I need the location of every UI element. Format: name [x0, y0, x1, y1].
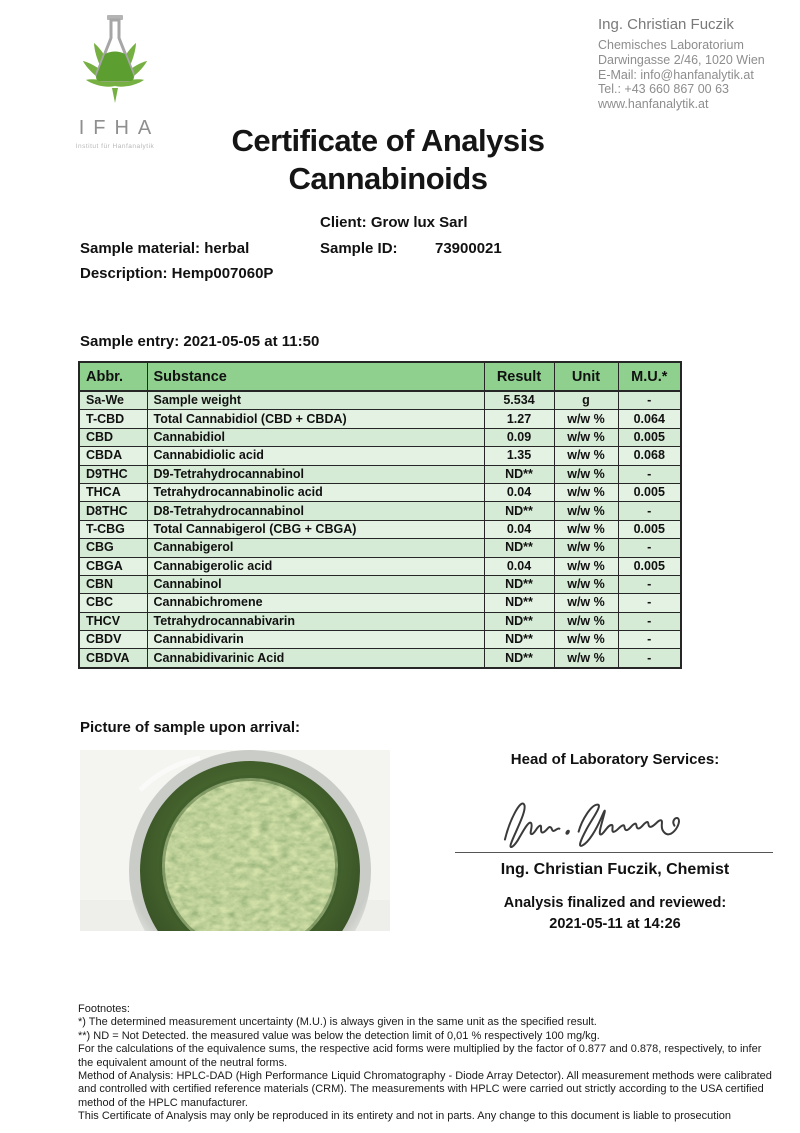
logo-subtitle: Institut für Hanfanalytik — [75, 143, 155, 150]
cell-substance: Cannabichromene — [147, 594, 484, 612]
cell-substance: Cannabidivarin — [147, 631, 484, 649]
table-row — [79, 410, 681, 428]
cell-abbr: CBD — [79, 428, 147, 446]
cell-mu: - — [618, 502, 681, 520]
table-row — [79, 447, 681, 465]
cell-unit: w/w % — [554, 447, 618, 465]
cell-unit: w/w % — [554, 539, 618, 557]
cell-unit: g — [554, 391, 618, 410]
table-row — [79, 539, 681, 557]
cell-abbr: CBGA — [79, 557, 147, 575]
cell-unit: w/w % — [554, 612, 618, 630]
sample-material-line: Sample material: herbal — [80, 240, 250, 257]
cell-mu: - — [618, 391, 681, 410]
table-row — [79, 465, 681, 483]
cell-result: 0.04 — [484, 483, 554, 501]
cell-result: ND** — [484, 465, 554, 483]
cell-abbr: CBDA — [79, 447, 147, 465]
cell-substance: Cannabidiolic acid — [147, 447, 484, 465]
table-row — [79, 483, 681, 501]
cell-unit: w/w % — [554, 594, 618, 612]
cell-abbr: D9THC — [79, 465, 147, 483]
cell-abbr: THCV — [79, 612, 147, 630]
signature-line — [455, 852, 773, 853]
footnotes-block — [78, 1003, 775, 1124]
cell-unit: w/w % — [554, 649, 618, 668]
cell-abbr: CBN — [79, 575, 147, 593]
table-row — [79, 502, 681, 520]
cell-mu: 0.064 — [618, 410, 681, 428]
cell-mu: 0.068 — [618, 447, 681, 465]
sample-id-label: Sample ID: — [320, 240, 398, 257]
cell-mu: - — [618, 649, 681, 668]
sample-picture-caption: Picture of sample upon arrival: — [80, 719, 301, 736]
cell-substance: Cannabinol — [147, 575, 484, 593]
cell-substance: Total Cannabigerol (CBG + CBGA) — [147, 520, 484, 538]
table-row — [79, 428, 681, 446]
cell-result: ND** — [484, 649, 554, 668]
cannabinoid-results-table — [78, 361, 682, 669]
contact-name: Ing. Christian Fuczik — [598, 16, 734, 33]
cell-result: ND** — [484, 631, 554, 649]
signer-name: Ing. Christian Fuczik, Chemist — [500, 861, 730, 878]
cell-abbr: T-CBG — [79, 520, 147, 538]
cell-result: 0.04 — [484, 557, 554, 575]
cell-unit: w/w % — [554, 575, 618, 593]
cell-result: 5.534 — [484, 391, 554, 410]
footnote-line: For the calculations of the equivalence sums, the respective acid forms were multiplied by the factor of 0.877 and 0.878, respectively, to infer the equivalent amount of the neutral forms. — [78, 1043, 762, 1069]
contact-line: Darwingasse 2/46, 1020 Wien — [598, 52, 765, 67]
cell-substance: Total Cannabidiol (CBD + CBDA) — [147, 410, 484, 428]
contact-line: Tel.: +43 660 867 00 63 — [598, 82, 730, 97]
logo-acronym: IFHA — [78, 117, 161, 139]
sample-photo-image — [80, 750, 390, 931]
cell-mu: 0.005 — [618, 483, 681, 501]
sample-photo — [80, 750, 390, 931]
cell-abbr: CBC — [79, 594, 147, 612]
cell-substance: D8-Tetrahydrocannabinol — [147, 502, 484, 520]
cell-substance: Sample weight — [147, 391, 484, 410]
cell-abbr: CBDV — [79, 631, 147, 649]
cell-abbr: Sa-We — [79, 391, 147, 410]
cell-abbr: CBG — [79, 539, 147, 557]
cell-mu: 0.005 — [618, 520, 681, 538]
cell-result: ND** — [484, 594, 554, 612]
cell-mu: - — [618, 631, 681, 649]
analysis-finalized-block — [455, 893, 775, 935]
cell-result: 1.35 — [484, 447, 554, 465]
cell-mu: - — [618, 575, 681, 593]
cell-mu: 0.005 — [618, 557, 681, 575]
cell-substance: Cannabigerol — [147, 539, 484, 557]
signature-heading: Head of Laboratory Services: — [510, 751, 720, 768]
cell-unit: w/w % — [554, 520, 618, 538]
cannabis-flask-logo-icon — [55, 10, 175, 110]
cell-unit: w/w % — [554, 483, 618, 501]
cell-result: ND** — [484, 575, 554, 593]
table-row — [79, 612, 681, 630]
signature-scribble — [490, 786, 730, 852]
table-row — [79, 594, 681, 612]
footnote-line: **) ND = Not Detected. the measured value was below the detection limit of 0,01 % respectively 100 mg/kg. — [78, 1029, 600, 1042]
cell-unit: w/w % — [554, 631, 618, 649]
table-row — [79, 631, 681, 649]
contact-lines — [598, 38, 793, 112]
cell-unit: w/w % — [554, 502, 618, 520]
cell-result: ND** — [484, 539, 554, 557]
title-line1: Certificate of Analysis — [231, 123, 545, 158]
cell-abbr: D8THC — [79, 502, 147, 520]
footnotes-heading: Footnotes: — [78, 1003, 130, 1015]
cell-substance: Tetrahydrocannabivarin — [147, 612, 484, 630]
cell-result: ND** — [484, 612, 554, 630]
lab-contact-block — [598, 16, 793, 112]
cell-abbr: T-CBD — [79, 410, 147, 428]
cell-result: 0.04 — [484, 520, 554, 538]
description-line: Description: Hemp007060P — [80, 265, 274, 282]
contact-line: E-Mail: info@hanfanalytik.at — [598, 67, 754, 82]
contact-line: Chemisches Laboratorium — [598, 38, 744, 52]
col-header-mu: M.U.* — [618, 362, 681, 391]
table-header-row — [79, 362, 681, 391]
cell-result: 1.27 — [484, 410, 554, 428]
footnote-line: Method of Analysis: HPLC-DAD (High Performance Liquid Chromatography - Diode Array Detector). All measurement methods were calibrated and controlled with certified reference materials (CRM). The measurements with HPLC were carried out strictly according to the USA certified method of the HPLC manufacturer. — [78, 1070, 772, 1109]
table-row — [79, 520, 681, 538]
sample-id-value: 73900021 — [435, 240, 502, 257]
footnote-line: This Certificate of Analysis may only be reproduced in its entirety and not in parts. Any change to this document is liable to prosecution — [78, 1110, 732, 1123]
title-line2: Cannabinoids — [288, 161, 488, 196]
cell-result: 0.09 — [484, 428, 554, 446]
cell-mu: - — [618, 612, 681, 630]
table-row — [79, 575, 681, 593]
client-line: Client: Grow lux Sarl — [320, 214, 468, 231]
footnote-line: *) The determined measurement uncertainty (M.U.) is always given in the same unit as the specified result. — [78, 1016, 597, 1029]
col-header-unit: Unit — [554, 362, 618, 391]
cell-substance: Cannabigerolic acid — [147, 557, 484, 575]
table-row — [79, 391, 681, 410]
cell-mu: - — [618, 594, 681, 612]
cell-mu: 0.005 — [618, 428, 681, 446]
col-header-abbr: Abbr. — [79, 362, 147, 391]
page-title — [80, 122, 696, 198]
col-header-substance: Substance — [147, 362, 484, 391]
cell-unit: w/w % — [554, 410, 618, 428]
table-row — [79, 649, 681, 668]
footnote-lines — [78, 1016, 775, 1123]
cell-unit: w/w % — [554, 557, 618, 575]
cell-substance: Cannabidiol — [147, 428, 484, 446]
cell-unit: w/w % — [554, 428, 618, 446]
cell-substance: D9-Tetrahydrocannabinol — [147, 465, 484, 483]
finalized-label: Analysis finalized and reviewed: — [503, 895, 727, 911]
cell-substance: Tetrahydrocannabinolic acid — [147, 483, 484, 501]
cell-abbr: CBDVA — [79, 649, 147, 668]
cell-result: ND** — [484, 502, 554, 520]
sample-entry-line: Sample entry: 2021-05-05 at 11:50 — [80, 333, 320, 350]
cell-substance: Cannabidivarinic Acid — [147, 649, 484, 668]
cell-mu: - — [618, 539, 681, 557]
col-header-result: Result — [484, 362, 554, 391]
cell-unit: w/w % — [554, 465, 618, 483]
finalized-date: 2021-05-11 at 14:26 — [549, 916, 681, 932]
cell-mu: - — [618, 465, 681, 483]
cell-abbr: THCA — [79, 483, 147, 501]
contact-line: www.hanfanalytik.at — [598, 97, 709, 112]
table-row — [79, 557, 681, 575]
